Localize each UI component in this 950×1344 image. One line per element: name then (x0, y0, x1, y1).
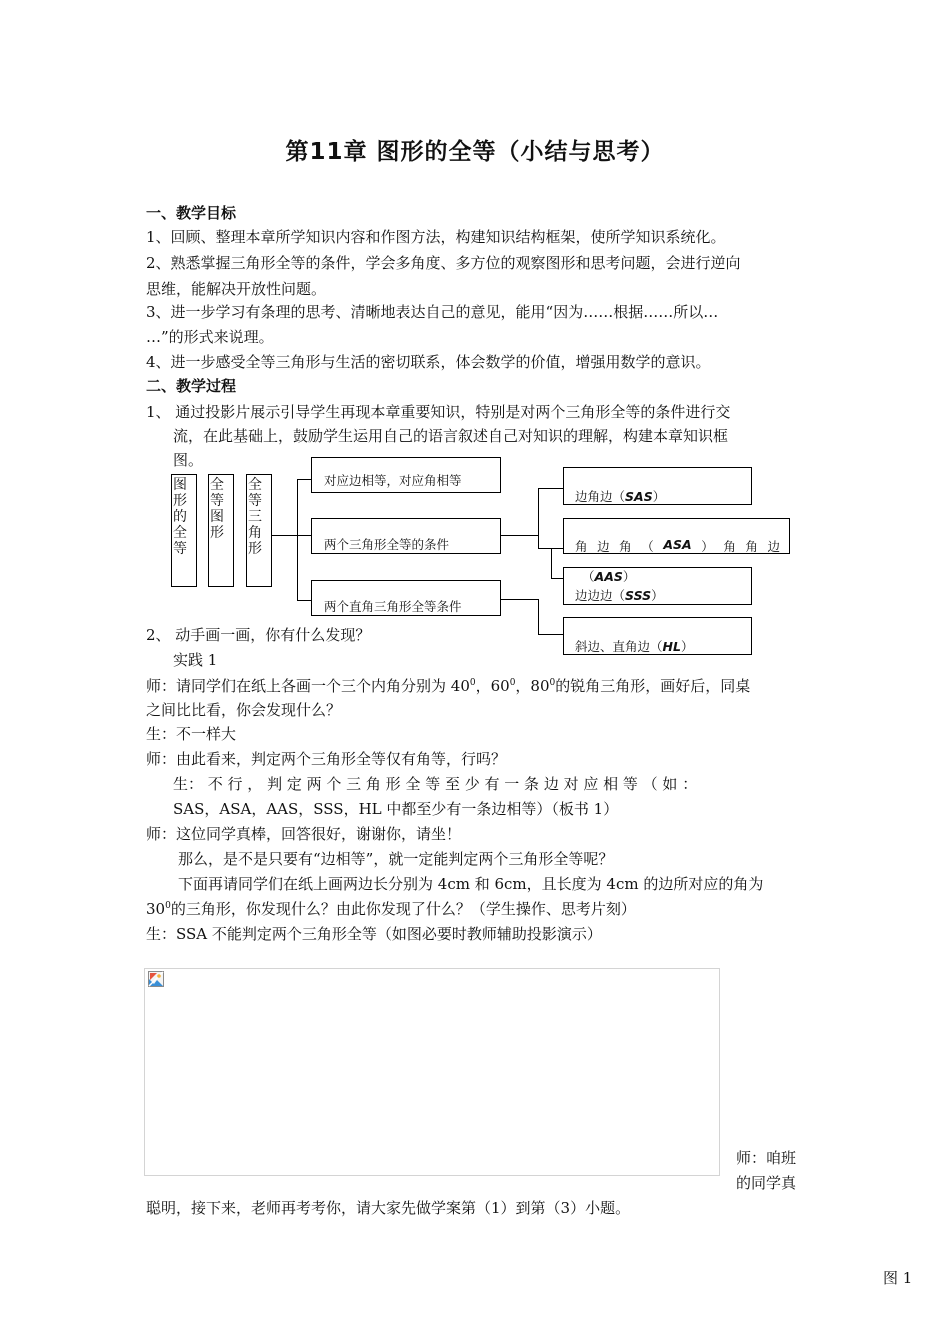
connector (297, 479, 311, 480)
box-label (575, 537, 780, 555)
box-char: 等 (248, 493, 262, 509)
goal-item-3-cont: …”的形式来说理。 (146, 328, 274, 346)
box-char: 角 (248, 525, 262, 541)
process-step-2: 2、 动手画一画，你有什么发现？ (146, 626, 371, 644)
box-label (575, 637, 693, 655)
figure-label: 图 1 (883, 1269, 913, 1287)
box-char: 三 (248, 509, 262, 525)
page-title: 第11章 图形的全等（小结与思考） (285, 139, 665, 165)
label-text: 边 (767, 539, 780, 554)
degree-mark: 0 (549, 678, 556, 688)
teacher-line-3: 师：这位同学真棒，回答很好，谢谢你，请坐！ (146, 825, 462, 843)
connector (297, 479, 298, 601)
process-step-1-cont2: 图。 (173, 451, 204, 469)
box-char: 形 (173, 493, 187, 509)
practice-label: 实践 1 (173, 651, 218, 669)
box-hl (563, 617, 752, 655)
connector (538, 634, 563, 635)
label-text: ） (701, 539, 714, 554)
connector (297, 535, 311, 536)
box-char: 等 (210, 493, 224, 509)
label-text: ） (622, 569, 636, 584)
box-char: 等 (173, 541, 187, 557)
connector (297, 600, 311, 601)
label-text: 边边边（ (575, 588, 626, 603)
label-text: （ (582, 569, 595, 584)
label-text: 角 (723, 539, 736, 554)
box-char: 的 (173, 509, 187, 525)
label-text: 角 (575, 539, 588, 554)
side-text-2: 的同学真 (736, 1174, 797, 1192)
box-char: 形 (248, 541, 262, 557)
teacher-line-1-cont: 之间比比看，你会发现什么？ (146, 701, 342, 719)
connector (501, 535, 538, 536)
text-part: 30 (146, 900, 166, 918)
degree-mark: 0 (165, 901, 171, 911)
label-text: 边角边（ (575, 489, 626, 504)
student-line-1: 生：不一样大 (146, 725, 237, 743)
box-label: 两个直角三角形全等条件 (324, 599, 462, 614)
text-part: 的三角形，你发现什么？由此你发现了什么？（学生操作、思考片刻） (170, 900, 636, 918)
box-label: 两个三角形全等的条件 (324, 537, 450, 552)
connector (272, 535, 298, 536)
connector (551, 578, 563, 579)
box-corresponding-equal (311, 457, 501, 493)
label-code: SAS (625, 489, 653, 504)
teacher-line-2: 师：由此看来，判定两个三角形全等仅有角等，行吗？ (146, 750, 507, 768)
box-asa (563, 518, 790, 554)
teacher-line-1 (146, 673, 750, 699)
text-part: 的锐角三角形，画好后，同桌 (555, 677, 751, 695)
teacher-line-5-cont (146, 896, 636, 922)
process-step-1: 1、 通过投影片展示引导学生再现本章重要知识，特别是对两个三角形全等的条件进行交 (146, 403, 731, 421)
box-char: 图 (173, 477, 187, 493)
goal-item-3: 3、进一步学习有条理的思考、清晰地表达自己的意见，能用“因为……根据……所以… (146, 303, 719, 321)
section-heading-process: 二、教学过程 (146, 377, 237, 395)
label-text: ） (652, 489, 666, 504)
goal-item-1: 1、回顾、整理本章所学知识内容和作图方法，构建知识结构框架，使所学知识系统化。 (146, 228, 726, 246)
box-figure-congruence (171, 474, 197, 587)
label-code: HL (662, 639, 681, 654)
label-text: 角 (619, 539, 632, 554)
label-text: ） (651, 588, 664, 603)
goal-item-4: 4、进一步感受全等三角形与生活的密切联系，体会数学的价值，增强用数学的意识。 (146, 353, 711, 371)
text-part: ，80 (515, 677, 550, 695)
text-part: ，60 (475, 677, 510, 695)
box-aas-sss (563, 567, 752, 605)
box-label-sss (575, 586, 664, 604)
box-char: 图 (210, 509, 224, 525)
connector (538, 488, 563, 489)
student-line-2-cont: SAS，ASA，AAS，SSS，HL 中都至少有一条边相等）（板书 1） (173, 800, 619, 818)
box-label (575, 487, 665, 505)
side-text-1: 师：咱班 (736, 1149, 797, 1167)
degree-mark: 0 (469, 678, 476, 688)
label-code: ASA (663, 537, 692, 552)
teacher-line-4: 那么，是不是只要有“边相等”，就一定能判定两个三角形全等呢？ (178, 850, 614, 868)
student-line-3: 生：SSA 不能判定两个三角形全等（如图必要时教师辅助投影演示） (146, 925, 602, 943)
box-congruence-conditions (311, 518, 501, 554)
goal-item-2-cont: 思维，能解决开放性问题。 (146, 280, 327, 298)
section-heading-goals: 一、教学目标 (146, 204, 237, 222)
broken-image-icon (148, 971, 164, 987)
label-text: 角 (745, 539, 758, 554)
label-code: SSS (625, 588, 652, 603)
connector (551, 548, 552, 579)
image-placeholder (144, 968, 720, 1176)
label-text: 边 (597, 539, 610, 554)
process-step-1-cont: 流，在此基础上，鼓励学生运用自己的语言叙述自己对知识的理解，构建本章知识框 (173, 427, 729, 445)
connector (538, 599, 539, 635)
label-text: 斜边、直角边（ (575, 639, 663, 654)
box-sas (563, 467, 752, 505)
connector (501, 599, 538, 600)
student-line-2: 生： 不 行 ， 判 定 两 个 三 角 形 全 等 至 少 有 一 条 边 对 应 相 等 （ 如 ： (173, 775, 698, 793)
box-char: 全 (173, 525, 187, 541)
label-text: （ (641, 539, 654, 554)
goal-item-2: 2、熟悉掌握三角形全等的条件，学会多角度、多方位的观察图形和思考问题，会进行逆向 (146, 254, 741, 272)
label-code: AAS (594, 569, 623, 584)
box-right-triangle-conditions (311, 580, 501, 616)
connector (538, 488, 539, 549)
degree-mark: 0 (509, 678, 516, 688)
box-char: 形 (210, 525, 224, 541)
box-char: 全 (210, 477, 224, 493)
box-congruent-triangles (246, 474, 272, 587)
box-congruent-figures (208, 474, 234, 587)
box-label-aas (582, 567, 635, 585)
closing-line: 聪明，接下来，老师再考考你，请大家先做学案第（1）到第（3）小题。 (146, 1199, 631, 1217)
label-text: ） (680, 639, 694, 654)
box-char: 全 (248, 477, 262, 493)
box-label: 对应边相等，对应角相等 (324, 473, 462, 488)
text-part: 师：请同学们在纸上各画一个三个内角分别为 40 (146, 677, 470, 695)
teacher-line-5: 下面再请同学们在纸上画两边长分别为 4cm 和 6cm，且长度为 4cm 的边所对应的角为 (178, 875, 764, 893)
